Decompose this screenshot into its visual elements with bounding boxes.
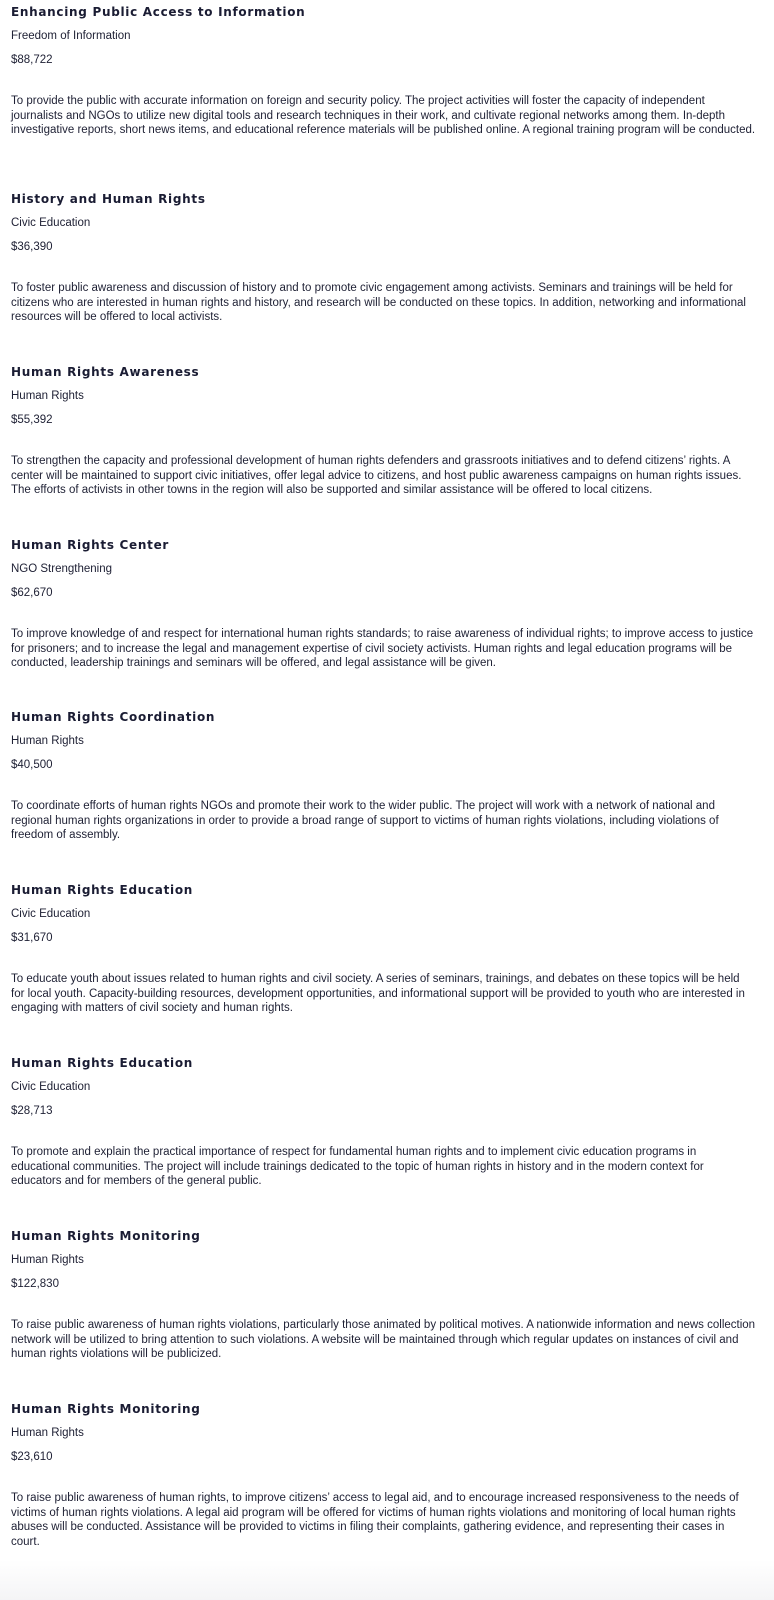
grant-description: To strengthen the capacity and professional development of human rights defenders and grassroots initiatives and to defend citizens’ rights. A center will be maintained to support civic initiatives, offer legal advice to citizens, and host public awareness campaigns on human rights issues. The efforts of activists in other towns in the region will also be supported and similar assistance will be offered to local citizens. xyxy=(11,455,742,496)
grant-program: Freedom of Information xyxy=(11,30,131,42)
grant-entry xyxy=(11,1055,756,1187)
grant-title: Human Rights Education xyxy=(11,1056,194,1070)
grant-entry xyxy=(11,1228,756,1360)
grant-description: To promote and explain the practical importance of respect for fundamental human rights and to implement civic education programs in educational communities. The project will include trainings dedicated to the topic of human rights in history and in the modern context for educators and for members of the general public. xyxy=(11,1146,704,1187)
grant-amount: $28,713 xyxy=(11,1105,53,1117)
grant-description: To foster public awareness and discussion of history and to promote civic engagement among activists. Seminars and trainings will be held for citizens who are interested in human rights and history, and research will be conducted on these topics. In addition, networking and informational resources will be offered to local activists. xyxy=(11,282,746,323)
grant-entry xyxy=(11,709,756,841)
grant-title: Human Rights Monitoring xyxy=(11,1229,201,1243)
grant-title: Enhancing Public Access to Information xyxy=(11,5,306,19)
grant-title: Human Rights Center xyxy=(11,538,170,552)
grant-entry xyxy=(11,537,756,669)
grant-program: Civic Education xyxy=(11,908,91,920)
grant-amount: $40,500 xyxy=(11,759,53,771)
grant-description: To coordinate efforts of human rights NGOs and promote their work to the wider public. The project will work with a network of national and regional human rights organizations in order to provide a broad range of support to victims of human rights violations, including violations of freedom of assembly. xyxy=(11,800,719,841)
bottom-fade xyxy=(0,1560,774,1600)
grant-program: Human Rights xyxy=(11,390,84,402)
grant-program: NGO Strengthening xyxy=(11,563,113,575)
grant-amount: $62,670 xyxy=(11,587,53,599)
grant-title: History and Human Rights xyxy=(11,192,206,206)
grant-amount: $55,392 xyxy=(11,414,53,426)
grant-program: Civic Education xyxy=(11,217,91,229)
grant-entry xyxy=(11,4,756,136)
grant-description: To raise public awareness of human rights violations, particularly those animated by political motives. A nationwide information and news collection network will be utilized to bring attention to such violations. A website will be maintained through which regular updates on instances of civil and human rights violations will be publicized. xyxy=(11,1319,756,1360)
grant-title: Human Rights Awareness xyxy=(11,365,200,379)
grant-title: Human Rights Coordination xyxy=(11,710,216,724)
grant-program: Civic Education xyxy=(11,1081,91,1093)
grant-program: Human Rights xyxy=(11,1427,84,1439)
grant-description: To provide the public with accurate information on foreign and security policy. The project activities will foster the capacity of independent journalists and NGOs to utilize new digital tools and research techniques in their work, and cultivate regional networks among them. In-depth investigative reports, short news items, and educational reference materials will be published online. A regional training program will be conducted. xyxy=(11,95,756,136)
grant-description: To educate youth about issues related to human rights and civil society. A series of seminars, trainings, and debates on these topics will be held for local youth. Capacity-building resources, development opportunities, and informational support will be provided to youth who are interested in engaging with matters of civil society and human rights. xyxy=(11,973,745,1014)
grant-entry xyxy=(11,364,756,496)
grant-program: Human Rights xyxy=(11,1254,84,1266)
grant-title: Human Rights Education xyxy=(11,883,194,897)
grant-amount: $122,830 xyxy=(11,1278,59,1290)
grant-amount: $88,722 xyxy=(11,54,53,66)
grant-amount: $23,610 xyxy=(11,1451,53,1463)
grant-entry xyxy=(11,882,756,1014)
grant-amount: $36,390 xyxy=(11,241,53,253)
grant-program: Human Rights xyxy=(11,735,84,747)
grant-description: To improve knowledge of and respect for international human rights standards; to raise awareness of individual rights; to improve access to justice for prisoners; and to increase the legal and management expertise of civil society activists. Human rights and legal education programs will be conducted, leadership trainings and seminars will be offered, and legal assistance will be given. xyxy=(11,628,754,669)
grant-amount: $31,670 xyxy=(11,932,53,944)
grant-description: To raise public awareness of human rights, to improve citizens’ access to legal aid, and to encourage increased responsiveness to the needs of victims of human rights violations. A legal aid program will be offered for victims of human rights violations and monitoring of local human rights abuses will be conducted. Assistance will be provided to victims in filing their complaints, gathering evidence, and representing their cases in court. xyxy=(11,1492,739,1548)
grant-title: Human Rights Monitoring xyxy=(11,1402,201,1416)
grant-entry xyxy=(11,191,756,323)
grant-entry xyxy=(11,1401,756,1548)
